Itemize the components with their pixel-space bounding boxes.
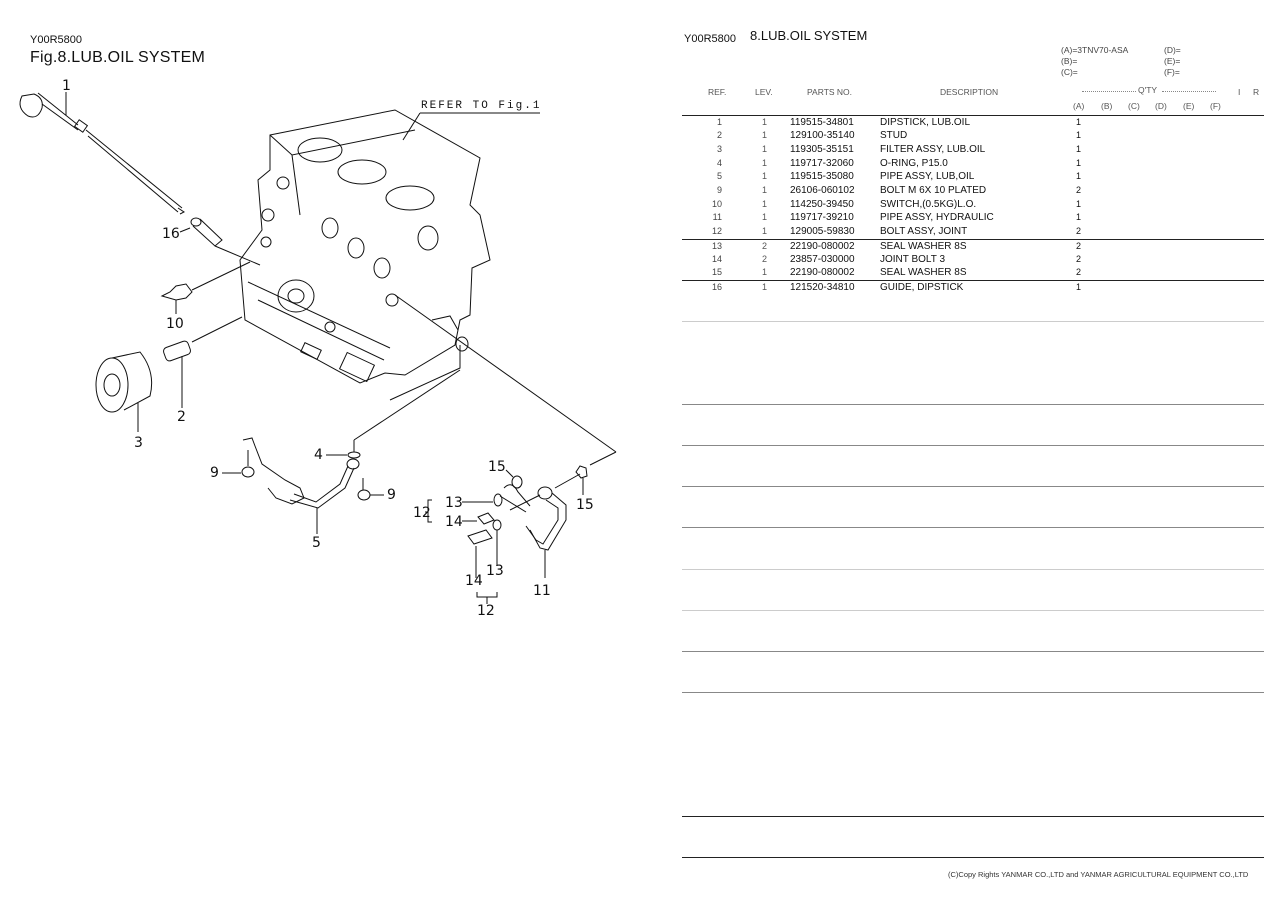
lev-cell: 1 [762, 130, 768, 140]
ref-cell: 9 [716, 185, 722, 195]
col-parts-no: PARTS NO. [807, 87, 853, 97]
header-divider [682, 115, 1264, 116]
ref-cell: 4 [716, 158, 722, 168]
description-cell: STUD [880, 130, 908, 141]
lev-cell: 1 [762, 199, 768, 209]
callout-4: 4 [314, 447, 323, 463]
table-row [0, 282, 1286, 295]
callout-3: 3 [134, 435, 143, 451]
parts-no-cell: 22190-080002 [790, 241, 855, 252]
model-e: (E)= [1164, 56, 1181, 66]
description-cell: DIPSTICK, LUB.OIL [880, 117, 971, 128]
ref-cell: 15 [711, 267, 722, 277]
description-cell: GUIDE, DIPSTICK [880, 282, 964, 293]
table-row [0, 199, 1286, 212]
callout-10: 10 [166, 316, 184, 332]
qty-a-cell: 1 [1076, 171, 1082, 181]
description-cell: JOINT BOLT 3 [880, 254, 946, 265]
col-ref: REF. [708, 87, 727, 97]
col-qty-d: (D) [1155, 101, 1167, 111]
callout-15a: 15 [488, 459, 506, 475]
figure-title: Fig.8.LUB.OIL SYSTEM [30, 49, 206, 66]
lub-oil-pipe-part-icon [243, 438, 359, 534]
ref-cell: 14 [711, 254, 722, 264]
table-row [0, 254, 1286, 267]
row-divider [682, 816, 1264, 817]
right-catalog-number: Y00R5800 [684, 33, 736, 45]
callout-1: 1 [62, 78, 71, 94]
qty-a-cell: 1 [1076, 158, 1082, 168]
table-row [0, 130, 1286, 143]
group-divider-2 [682, 280, 1264, 281]
row-divider [682, 404, 1264, 405]
model-b: (B)= [1061, 56, 1078, 66]
table-row [0, 226, 1286, 239]
ref-cell: 16 [711, 282, 722, 292]
model-c: (C)= [1061, 67, 1078, 77]
ref-cell: 1 [716, 117, 722, 127]
parts-no-cell: 114250-39450 [790, 199, 854, 210]
qty-a-cell: 2 [1076, 254, 1082, 264]
col-lev: LEV. [755, 87, 773, 97]
parts-no-cell: 129005-59830 [790, 226, 855, 237]
parts-no-cell: 26106-060102 [790, 185, 855, 196]
model-f: (F)= [1164, 67, 1180, 77]
qty-a-cell: 1 [1076, 130, 1082, 140]
qty-dashes-left [1082, 91, 1136, 92]
description-cell: SEAL WASHER 8S [880, 267, 967, 278]
footer-divider [682, 857, 1264, 858]
col-qty-f: (F) [1210, 101, 1221, 111]
ref-cell: 13 [711, 241, 722, 251]
callout-11: 11 [533, 583, 551, 599]
qty-a-cell: 2 [1076, 241, 1082, 251]
ref-cell: 10 [711, 199, 722, 209]
parts-no-cell: 129100-35140 [790, 130, 855, 141]
callout-13a: 13 [445, 495, 463, 511]
callout-5: 5 [312, 535, 321, 551]
qty-a-cell: 2 [1076, 185, 1082, 195]
row-divider [682, 610, 1264, 611]
col-qty-b: (B) [1101, 101, 1113, 111]
row-divider [682, 486, 1264, 487]
callout-16: 16 [162, 226, 180, 242]
description-cell: SEAL WASHER 8S [880, 241, 967, 252]
qty-a-cell: 1 [1076, 144, 1082, 154]
row-divider [682, 569, 1264, 570]
section-title: 8.LUB.OIL SYSTEM [750, 28, 868, 43]
callout-9a: 9 [210, 465, 219, 481]
row-divider [682, 527, 1264, 528]
description-cell: SWITCH,(0.5KG)L.O. [880, 199, 977, 210]
callout-14b: 14 [465, 573, 483, 589]
table-row [0, 117, 1286, 130]
row-divider [682, 321, 1264, 322]
qty-dashes-right [1162, 91, 1216, 92]
parts-no-cell: 22190-080002 [790, 267, 855, 278]
lev-cell: 1 [762, 171, 768, 181]
callout-13b: 13 [486, 563, 504, 579]
callout-12b: 12 [477, 603, 495, 619]
description-cell: O-RING, P15.0 [880, 158, 948, 169]
col-description: DESCRIPTION [940, 87, 999, 97]
o-ring-part-icon [326, 452, 360, 458]
left-catalog-number: Y00R5800 [30, 34, 82, 46]
callout-2: 2 [177, 409, 186, 425]
refer-to-fig-note: REFER TO Fig.1 [421, 100, 542, 112]
lev-cell: 1 [762, 212, 768, 222]
row-divider [682, 651, 1264, 652]
table-row [0, 212, 1286, 225]
callout-12a: 12 [413, 505, 431, 521]
parts-no-cell: 119305-35151 [790, 144, 854, 155]
lev-cell: 1 [762, 144, 768, 154]
callout-14a: 14 [445, 514, 463, 530]
lev-cell: 2 [762, 241, 768, 251]
table-row [0, 185, 1286, 198]
description-cell: BOLT ASSY, JOINT [880, 226, 968, 237]
ref-cell: 5 [716, 171, 722, 181]
qty-a-cell: 2 [1076, 267, 1082, 277]
qty-a-cell: 1 [1076, 212, 1082, 222]
col-qty-e: (E) [1183, 101, 1195, 111]
description-cell: FILTER ASSY, LUB.OIL [880, 144, 986, 155]
description-cell: PIPE ASSY, LUB,OIL [880, 171, 975, 182]
col-i: I [1238, 87, 1241, 97]
col-r: R [1253, 87, 1260, 97]
table-row [0, 144, 1286, 157]
qty-a-cell: 2 [1076, 226, 1082, 236]
parts-no-cell: 23857-030000 [790, 254, 855, 265]
parts-no-cell: 119717-39210 [790, 212, 854, 223]
parts-no-cell: 119515-34801 [790, 117, 854, 128]
ref-cell: 2 [716, 130, 722, 140]
table-row [0, 158, 1286, 171]
table-row [0, 241, 1286, 254]
col-qty-a: (A) [1073, 101, 1085, 111]
table-row [0, 267, 1286, 280]
lev-cell: 1 [762, 282, 768, 292]
callout-9b: 9 [387, 487, 396, 503]
callout-15b: 15 [576, 497, 594, 513]
lev-cell: 1 [762, 117, 768, 127]
oil-filter-part-icon [96, 352, 152, 432]
qty-a-cell: 1 [1076, 282, 1082, 292]
qty-a-cell: 1 [1076, 117, 1082, 127]
copyright-footer: (C)Copy Rights YANMAR CO.,LTD and YANMAR AGRICULTURAL EQUIPMENT CO.,LTD [948, 870, 1249, 879]
description-cell: PIPE ASSY, HYDRAULIC [880, 212, 994, 223]
row-divider [682, 692, 1264, 693]
lev-cell: 1 [762, 185, 768, 195]
qty-a-cell: 1 [1076, 199, 1082, 209]
parts-no-cell: 119717-32060 [790, 158, 854, 169]
ref-cell: 3 [716, 144, 722, 154]
ref-cell: 12 [711, 226, 722, 236]
model-a: (A)=3TNV70-ASA [1061, 45, 1129, 55]
lev-cell: 1 [762, 158, 768, 168]
parts-no-cell: 121520-34810 [790, 282, 855, 293]
lev-cell: 1 [762, 226, 768, 236]
model-d: (D)= [1164, 45, 1181, 55]
parts-no-cell: 119515-35080 [790, 171, 854, 182]
lev-cell: 2 [762, 254, 768, 264]
bolt-part-icon [222, 450, 384, 500]
description-cell: BOLT M 6X 10 PLATED [880, 185, 987, 196]
table-row [0, 171, 1286, 184]
col-qty-c: (C) [1128, 101, 1140, 111]
row-divider [682, 445, 1264, 446]
ref-cell: 11 [712, 212, 722, 222]
lev-cell: 1 [762, 267, 768, 277]
col-qty: Q'TY [1138, 85, 1158, 95]
group-divider-1 [682, 239, 1264, 240]
